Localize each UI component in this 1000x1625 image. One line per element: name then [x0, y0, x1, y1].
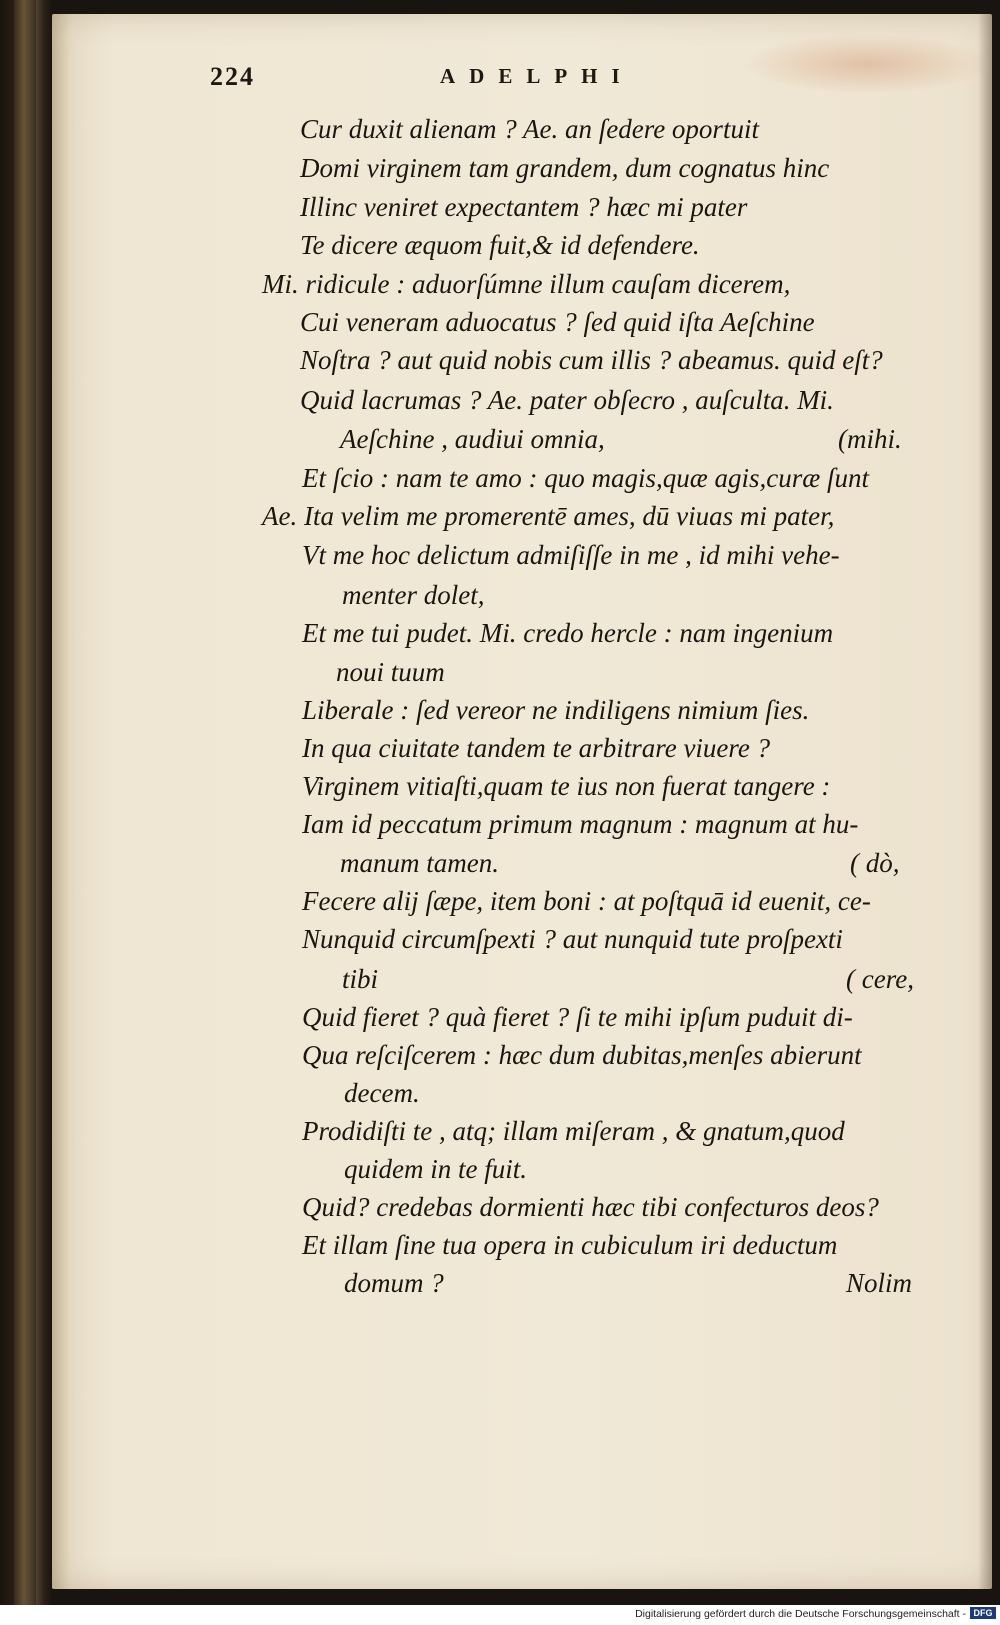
- text-line: Cui veneram aduocatus ? ſed quid iſta Aeſchine: [300, 307, 815, 337]
- text-line: Virginem vitiaſti,quam te ius non fuerat tangere :: [302, 771, 831, 801]
- text-line: Et ſcio : nam te amo : quo magis,quæ agis,curæ ſunt: [302, 463, 869, 493]
- text-line: ( cere,: [846, 964, 914, 994]
- text-line: Quid? credebas dormienti hæc tibi confecturos deos?: [302, 1192, 879, 1222]
- text-line: decem.: [344, 1078, 420, 1108]
- text-line: noui tuum: [336, 657, 445, 687]
- text-line: Et me tui pudet. Mi. credo hercle : nam ingenium: [302, 618, 834, 648]
- text-line: manum tamen.: [340, 848, 499, 878]
- text-line: Nunquid circumſpexti ? aut nunquid tute proſpexti: [302, 924, 843, 954]
- text-line: Aeſchine , audiui omnia,: [340, 424, 605, 454]
- text-line: Cur duxit alienam ? Ae. an ſedere oportuit: [300, 114, 759, 144]
- catchword: Nolim: [846, 1268, 913, 1298]
- text-line: Quid lacrumas ? Ae. pater obſecro , auſculta. Mi.: [300, 385, 834, 415]
- text-line: quidem in te fuit.: [344, 1154, 527, 1184]
- text-line: Qua reſciſcerem : hæc dum dubitas,menſes abierunt: [302, 1040, 862, 1070]
- text-line: domum ?: [344, 1268, 444, 1298]
- text-line: ( dò,: [850, 848, 900, 878]
- text-line: Vt me hoc delictum admiſiſſe in me , id mihi vehe-: [302, 540, 840, 570]
- digitization-credit: Digitalisierung gefördert durch die Deutsche Forschungsgemeinschaft -: [635, 1608, 966, 1620]
- text-line: Quid fieret ? quà fieret ? ſi te mihi ipſum puduit di-: [302, 1002, 853, 1032]
- text-line: Domi virginem tam grandem, dum cognatus hinc: [300, 153, 830, 183]
- running-head: ADELPHI: [440, 64, 634, 88]
- page-header: [210, 62, 830, 102]
- text-line: Te dicere æquom fuit,& id defendere.: [300, 230, 700, 260]
- text-line: Illinc veniret expectantem ? hæc mi pater: [300, 192, 748, 222]
- page-number: 224: [210, 62, 255, 91]
- text-line: menter dolet,: [342, 580, 485, 610]
- text-line: In qua ciuitate tandem te arbitrare viuere ?: [302, 733, 771, 763]
- text-line: Iam id peccatum primum magnum : magnum at hu-: [302, 809, 859, 839]
- text-line: Mi. ridicule : aduorſúmne illum cauſam dicerem,: [262, 269, 791, 299]
- page-edge-shadow: [978, 14, 992, 1589]
- dfg-logo: DFG: [970, 1607, 996, 1619]
- text-line: Noſtra ? aut quid nobis cum illis ? abeamus. quid eſt?: [300, 345, 883, 375]
- text-line: Fecere alij ſæpe, item boni : at poſtquā id euenit, ce-: [302, 886, 871, 916]
- text-line: (mihi.: [838, 424, 902, 454]
- text-line: Liberale : ſed vereor ne indiligens nimium ſies.: [302, 695, 810, 725]
- book-spine: [14, 0, 36, 1605]
- text-line: Et illam ſine tua opera in cubiculum iri deductum: [302, 1230, 838, 1260]
- text-line: Ae. Ita velim me promerentē ames, dū viuas mi pater,: [262, 501, 835, 531]
- text-line: tibi: [342, 964, 379, 994]
- text-line: Prodidiſti te , atq; illam miſeram , & gnatum,quod: [302, 1116, 845, 1146]
